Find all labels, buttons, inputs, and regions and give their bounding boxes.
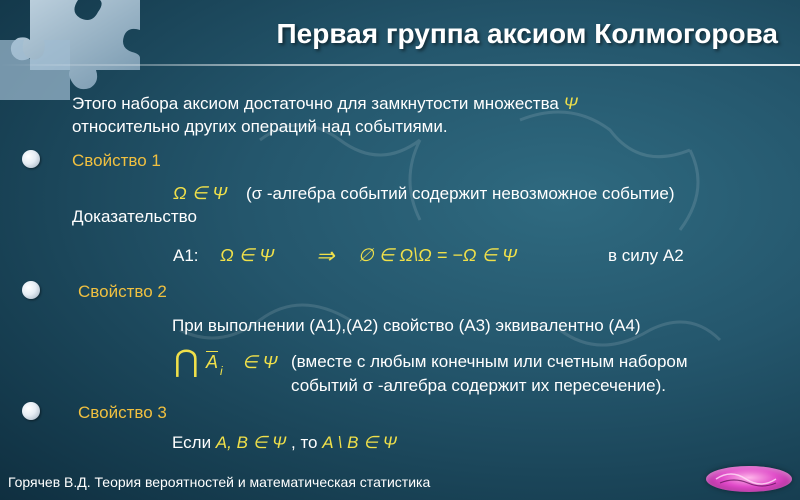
property-2-note-line-2: событий σ -алгебра содержит их пересечение).: [291, 376, 667, 395]
logo-badge: [706, 466, 792, 492]
psi-symbol: Ψ: [563, 94, 578, 113]
property-1-note: (σ -алгебра событий содержит невозможное событие): [246, 184, 675, 203]
slide-title: Первая группа аксиом Колмогорова: [276, 18, 778, 49]
property-3-prefix: Если: [172, 433, 216, 452]
a1-rhs-formula: ∅ ∈ Ω\Ω = −Ω ∈ Ψ: [358, 245, 518, 265]
property-3-heading: Свойство 3: [78, 403, 167, 422]
property-2-formula: [172, 344, 282, 390]
property-3-middle: , то: [286, 433, 323, 452]
logo-swirl-icon: [706, 466, 792, 492]
intro-text-1: Этого набора аксиом достаточно для замкнутости множества: [72, 94, 564, 113]
puzzle-decoration: [0, 0, 140, 100]
intro-line-2: относительно других операций над событиями.: [72, 117, 448, 136]
intersection-subscript: i: [220, 364, 223, 378]
bullet-icon: [22, 281, 40, 299]
a1-reason: в силу А2: [608, 246, 684, 265]
intro-line-1: [72, 94, 578, 114]
property-2-note-line-1: (вместе с любым конечным или счетным набором: [291, 352, 688, 371]
property-3-formula-2: A \ B ∈ Ψ: [322, 433, 397, 452]
title-divider: [0, 64, 800, 66]
intersection-symbol: ⋂: [174, 345, 199, 378]
property-3-statement: [172, 433, 397, 453]
property-3-formula-1: A, B ∈ Ψ: [215, 433, 287, 452]
property-1-heading: Свойство 1: [72, 151, 161, 170]
proof-label: Доказательство: [72, 207, 197, 226]
implies-arrow: ⇒: [316, 243, 335, 268]
a1-label: А1:: [173, 246, 199, 265]
intersection-term: $\overline{A}$: [206, 352, 219, 372]
property-1-formula: Ω ∈ Ψ: [173, 183, 228, 203]
property-2-heading: Свойство 2: [78, 282, 167, 301]
a1-lhs-formula: Ω ∈ Ψ: [220, 245, 275, 265]
bullet-icon: [22, 150, 40, 168]
property-2-statement: При выполнении (А1),(А2) свойство (А3) эквивалентно (А4): [172, 316, 641, 335]
footer-author: Горячев В.Д. Теория вероятностей и математическая статистика: [8, 474, 431, 490]
intersection-tail: ∈ Ψ: [242, 352, 278, 372]
bullet-icon: [22, 402, 40, 420]
